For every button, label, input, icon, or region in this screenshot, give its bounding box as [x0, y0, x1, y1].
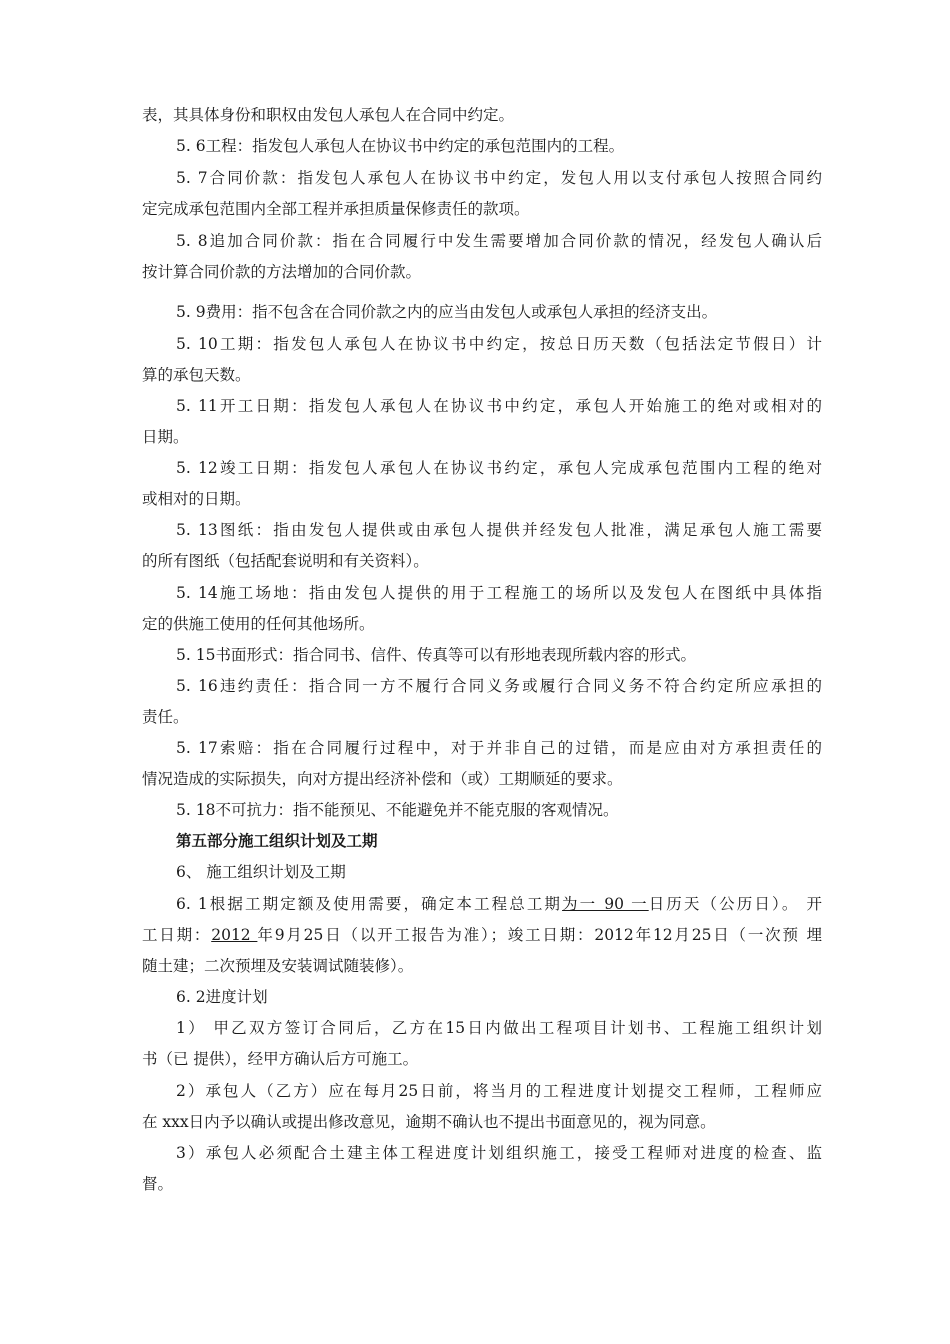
- paragraph-line: 随土建；二次预埋及安装调试随装修）。: [142, 957, 414, 975]
- subsection-heading: 6、 施工组织计划及工期: [176, 863, 346, 881]
- start-date-label: 工日期：: [142, 926, 212, 944]
- clause-5-6: 5. 6工程：指发包人承包人在协议书中约定的承包范围内的工程。: [176, 137, 625, 155]
- paragraph-line: 书（已 提供），经甲方确认后方可施工。: [142, 1050, 419, 1068]
- clause-5-14: 5. 14施工场地：指由发包人提供的用于工程施工的场所以及发包人在图纸中具体指: [176, 584, 822, 602]
- clause-5-13: 5. 13图纸：指由发包人提供或由承包人提供并经发包人批准，满足承包人施工需要: [176, 521, 822, 539]
- paragraph-line: 情况造成的实际损失，向对方提出经济补偿和（或）工期顺延的要求。: [142, 770, 623, 788]
- start-year-value: 2012: [211, 926, 258, 944]
- paragraph-line: 定完成承包范围内全部工程并承担质量保修责任的款项。: [142, 200, 530, 218]
- clause-5-9: 5. 9费用：指不包含在合同价款之内的应当由发包人或承包人承担的经济支出。: [176, 303, 718, 321]
- clause-5-11: 5. 11开工日期：指发包人承包人在协议书中约定，承包人开始施工的绝对或相对的: [176, 397, 822, 415]
- paragraph-line: 在 xxx日内予以确认或提出修改意见，逾期不确认也不提出书面意见的，视为同意。: [142, 1113, 716, 1131]
- schedule-item-1: 1） 甲乙双方签订合同后，乙方在15日内做出工程项目计划书、工程施工组织计划: [176, 1019, 822, 1037]
- paragraph-line: 表，其具体身份和职权由发包人承包人在合同中约定。: [142, 106, 515, 124]
- paragraph-line: 督。: [142, 1175, 174, 1193]
- clause-5-17: 5. 17索赔：指在合同履行过程中，对于并非自己的过错，而是应由对方承担责任的: [176, 739, 822, 757]
- paragraph-line: 的所有图纸（包括配套说明和有关资料）。: [142, 552, 429, 570]
- schedule-item-2: 2）承包人（乙方）应在每月25日前，将当月的工程进度计划提交工程师，工程师应: [176, 1082, 822, 1100]
- clause-5-10: 5. 10工期：指发包人承包人在协议书中约定，按总日历天数（包括法定节假日）计: [176, 335, 822, 353]
- clause-5-15: 5. 15书面形式：指合同书、信件、传真等可以有形地表现所载内容的形式。: [176, 646, 696, 664]
- clause-5-7: 5. 7合同价款：指发包人承包人在协议书中约定，发包人用以支付承包人按照合同约: [176, 169, 822, 187]
- paragraph-line: 算的承包天数。: [142, 366, 251, 384]
- paragraph-line: 定的供施工使用的任何其他场所。: [142, 615, 375, 633]
- clause-6-1-text: 日历天（公历日）。 开: [648, 895, 822, 913]
- clause-6-1-text: 6. 1根据工期定额及使用需要，确定本工程总工期: [176, 895, 563, 913]
- paragraph-line: 日期。: [142, 428, 189, 446]
- dates-text: 年9月25日（以开工报告为准）；竣工日期：2012年12月25日（一次预 埋: [257, 926, 822, 944]
- clause-6-2: 6. 2进度计划: [176, 988, 268, 1006]
- paragraph-line: 或相对的日期。: [142, 490, 251, 508]
- schedule-item-3: 3）承包人必须配合土建主体工程进度计划组织施工，接受工程师对进度的检查、监: [176, 1144, 822, 1162]
- paragraph-line: 责任。: [142, 708, 189, 726]
- paragraph-line: 按计算合同价款的方法增加的合同价款。: [142, 263, 422, 281]
- clause-5-16: 5. 16违约责任：指合同一方不履行合同义务或履行合同义务不符合约定所应承担的: [176, 677, 822, 695]
- clause-5-18: 5. 18不可抗力：指不能预见、不能避免并不能克服的客观情况。: [176, 801, 619, 819]
- paragraph-line: [142, 925, 822, 945]
- section-heading: 第五部分施工组织计划及工期: [176, 831, 378, 850]
- clause-5-12: 5. 12竣工日期：指发包人承包人在协议书约定，承包人完成承包范围内工程的绝对: [176, 459, 822, 477]
- clause-6-1: [176, 894, 822, 914]
- total-duration-value: 为一 90 一: [562, 895, 649, 913]
- clause-5-8: 5. 8追加合同价款：指在合同履行中发生需要增加合同价款的情况，经发包人确认后: [176, 232, 822, 250]
